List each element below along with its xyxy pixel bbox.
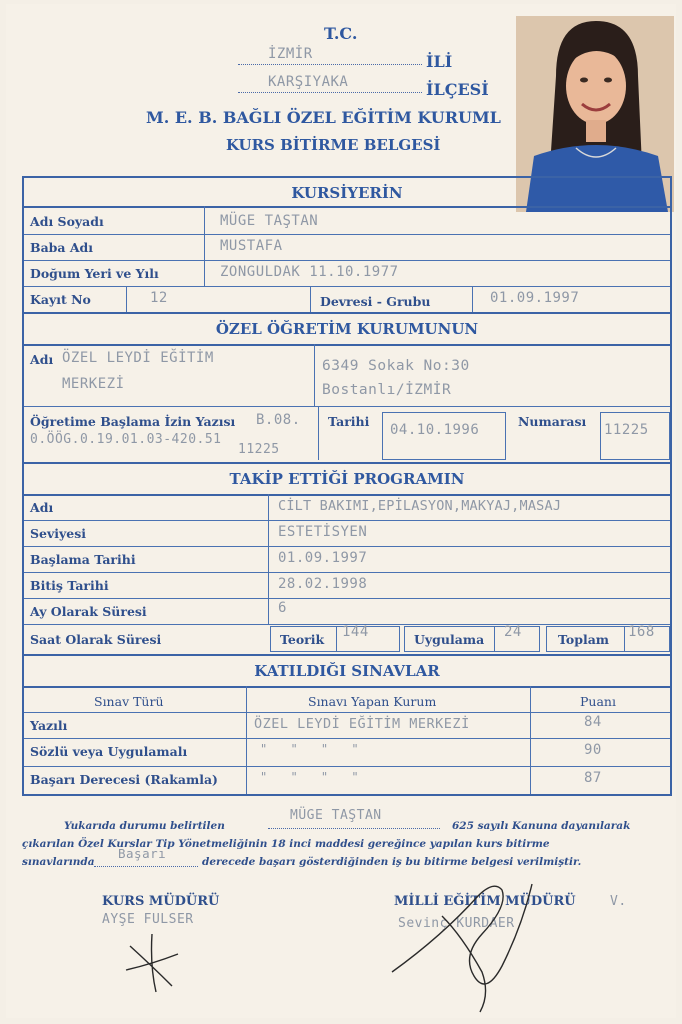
practice-value: 24 — [504, 624, 522, 640]
permit-value-b: 0.ÖÖG.0.19.01.03-420.51 — [30, 432, 222, 447]
section-program: TAKİP ETTİĞİ PROGRAMIN — [229, 470, 465, 488]
institution-name-line2: MERKEZİ — [62, 376, 125, 392]
program-name-label: Adı — [30, 500, 54, 515]
footer-line1-post: 625 sayılı Kanuna dayanılarak — [452, 820, 631, 832]
certificate-page — [6, 4, 676, 1018]
term-label: Devresi - Grubu — [320, 294, 431, 309]
exam-row-score: 84 — [584, 714, 602, 730]
exam-col-institution: Sınavı Yapan Kurum — [308, 694, 437, 709]
program-start-value: 01.09.1997 — [278, 550, 368, 566]
exam-row-institution: " " " " — [260, 742, 367, 756]
rule — [472, 286, 473, 312]
certificate-table — [22, 176, 672, 796]
total-label: Toplam — [558, 632, 610, 647]
program-level-value: ESTETİSYEN — [278, 524, 368, 540]
footer-line1-pre: Yukarıda durumu belirtilen — [64, 820, 225, 832]
father-value: MUSTAFA — [220, 238, 283, 254]
rule — [24, 260, 670, 261]
birth-label: Doğum Yeri ve Yılı — [30, 266, 159, 281]
footer-line1-name: MÜGE TAŞTAN — [290, 808, 382, 823]
document-title: KURS BİTİRME BELGESİ — [226, 136, 441, 154]
rule — [24, 206, 670, 208]
rule — [24, 344, 670, 346]
permit-number-label: Numarası — [518, 414, 587, 429]
district-value: KARŞIYAKA — [268, 74, 349, 90]
header-tc: T.C. — [324, 24, 358, 43]
left-signature-title: KURS MÜDÜRÜ — [102, 894, 220, 909]
total-value: 168 — [628, 624, 655, 640]
left-signature-name: AYŞE FULSER — [102, 912, 194, 927]
practice-label: Uygulama — [414, 632, 485, 647]
program-hours-label: Saat Olarak Süresi — [30, 632, 162, 647]
city-label: İLİ — [426, 52, 453, 71]
rule — [24, 572, 670, 573]
program-end-value: 28.02.1998 — [278, 576, 368, 592]
exam-row-institution: ÖZEL LEYDİ EĞİTİM MERKEZİ — [254, 716, 470, 732]
reg-label: Kayıt No — [30, 292, 91, 307]
rule — [24, 598, 670, 599]
rule — [24, 738, 670, 739]
rule — [314, 344, 315, 406]
name-label: Adı Soyadı — [30, 214, 104, 229]
rule — [24, 546, 670, 547]
footer-line2: çıkarılan Özel Kurslar Tip Yönetmeliğinin 18 inci maddesi gereğince yapılan kurs bitirme — [22, 838, 550, 850]
rule — [24, 686, 670, 688]
section-exams: KATILDIĞI SINAVLAR — [254, 662, 440, 680]
section-institution: ÖZEL ÖĞRETİM KURUMUNUN — [215, 320, 479, 338]
rule — [24, 520, 670, 521]
rule — [494, 626, 495, 652]
permit-number-value: 11225 — [604, 422, 649, 438]
rule — [126, 286, 127, 312]
name-value: MÜGE TAŞTAN — [220, 213, 319, 229]
program-end-label: Bitiş Tarihi — [30, 578, 109, 593]
left-signature-scribble — [122, 926, 182, 996]
institution-address-line1: 6349 Sokak No:30 — [322, 358, 470, 374]
city-value: İZMİR — [268, 46, 313, 62]
footer-line3-post: derecede başarı gösterdiğinden iş bu bitirme belgesi verilmiştir. — [202, 856, 582, 868]
rule — [268, 494, 269, 624]
exam-col-score: Puanı — [580, 694, 616, 709]
rule — [24, 234, 670, 235]
footer-name-dots — [268, 828, 440, 829]
program-months-label: Ay Olarak Süresi — [30, 604, 147, 619]
rule — [24, 406, 670, 407]
father-label: Baba Adı — [30, 240, 94, 255]
rule — [530, 686, 531, 794]
institution-name-label: Adı — [30, 352, 54, 367]
section-trainee: KURSİYERİN — [291, 184, 403, 202]
institution-name-line1: ÖZEL LEYDİ EĞİTİM — [62, 350, 214, 366]
rule — [336, 626, 337, 652]
exam-row-institution: " " " " — [260, 770, 367, 784]
theory-value: 144 — [342, 624, 369, 640]
program-start-label: Başlama Tarihi — [30, 552, 136, 567]
exam-row-score: 90 — [584, 742, 602, 758]
right-signature-title: MİLLİ EĞİTİM MÜDÜRÜ — [394, 894, 576, 909]
rule — [246, 686, 247, 794]
exam-row-score: 87 — [584, 770, 602, 786]
permit-value-c: 11225 — [238, 442, 280, 457]
institution-address-line2: Bostanlı/İZMİR — [322, 382, 452, 398]
district-label: İLÇESİ — [426, 80, 489, 99]
birth-value: ZONGULDAK 11.10.1977 — [220, 264, 399, 280]
rule — [318, 406, 319, 460]
exam-row-type: Başarı Derecesi (Rakamla) — [30, 772, 218, 787]
right-signature-suffix: V. — [610, 894, 627, 909]
permit-value-a: B.08. — [256, 412, 301, 428]
program-months-value: 6 — [278, 600, 287, 616]
district-dots — [238, 92, 422, 93]
footer-line3-pre: sınavlarında — [22, 856, 95, 868]
footer-line3-grade: Başarı — [118, 846, 167, 861]
reg-value: 12 — [150, 290, 168, 306]
rule — [624, 626, 625, 652]
rule — [24, 712, 670, 713]
permit-label: Öğretime Başlama İzin Yazısı — [30, 414, 236, 429]
rule — [24, 494, 670, 496]
permit-date-value: 04.10.1996 — [390, 422, 480, 438]
exam-row-type: Sözlü veya Uygulamalı — [30, 744, 188, 759]
term-value: 01.09.1997 — [490, 290, 580, 306]
rule — [204, 206, 205, 286]
program-name-value: CİLT BAKIMI,EPİLASYON,MAKYAJ,MASAJ — [278, 498, 562, 514]
right-signature-name: Sevinç KURDAER — [398, 916, 515, 931]
rule — [24, 462, 670, 464]
footer-grade-dots — [94, 866, 198, 867]
city-dots — [238, 64, 422, 65]
permit-date-label: Tarihi — [328, 414, 370, 429]
rule — [24, 654, 670, 656]
rule — [24, 286, 670, 287]
program-level-label: Seviyesi — [30, 526, 86, 541]
right-signature-scribble — [382, 876, 552, 1016]
ministry-title: M. E. B. BAĞLI ÖZEL EĞİTİM KURUML — [146, 108, 501, 127]
exam-row-type: Yazılı — [30, 718, 68, 733]
rule — [24, 312, 670, 314]
theory-label: Teorik — [280, 632, 325, 647]
rule — [24, 766, 670, 767]
exam-col-type: Sınav Türü — [94, 694, 164, 709]
rule — [310, 286, 311, 312]
